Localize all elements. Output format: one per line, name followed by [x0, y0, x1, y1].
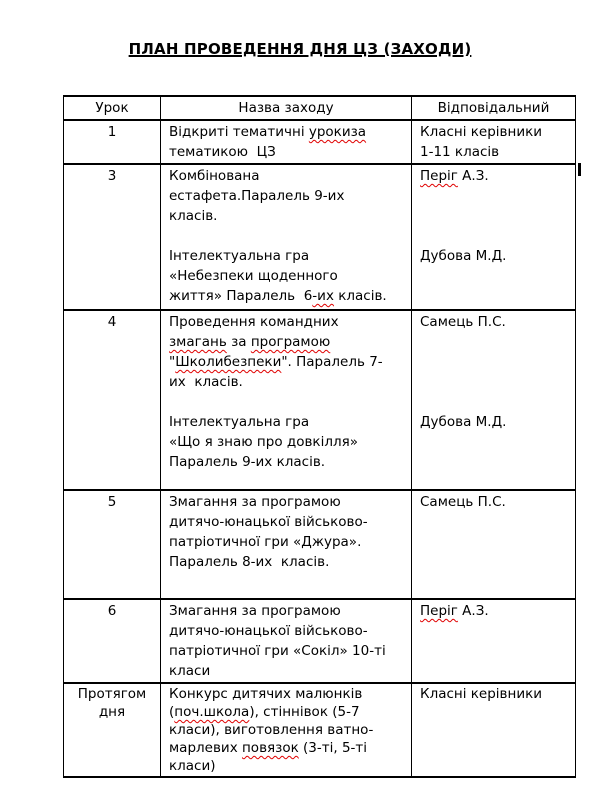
text-line	[169, 432, 405, 452]
text-line	[169, 739, 405, 757]
text-line: Протягом	[77, 686, 147, 702]
misspelled-word: Періг	[420, 603, 458, 619]
event-cell[interactable]	[161, 164, 412, 310]
text-line	[169, 312, 405, 332]
text-line	[169, 452, 405, 472]
header-responsible[interactable]: Відповідальний	[412, 96, 576, 120]
text-run: их класів.	[169, 374, 243, 390]
lesson-cell[interactable]	[64, 683, 161, 777]
misspelled-word: урокиза	[308, 124, 367, 140]
event-cell[interactable]	[161, 120, 412, 164]
text-line	[169, 372, 405, 392]
text-run: «Небезпеки щоденного	[169, 268, 338, 284]
misspelled-word: повязок	[241, 740, 299, 756]
text-line	[169, 266, 405, 286]
responsible-cell[interactable]	[412, 490, 576, 599]
table-header-row	[64, 96, 576, 120]
text-line	[420, 166, 569, 186]
text-run: ". Паралель 7-	[281, 354, 383, 370]
text-line	[169, 186, 405, 206]
text-line	[169, 166, 405, 186]
text-line: дня	[98, 704, 126, 720]
text-run: Змагання за програмою	[169, 494, 341, 510]
text-line	[420, 412, 569, 432]
text-run: марлевих	[169, 740, 242, 756]
text-run: дитячо-юнацької військово-	[169, 514, 368, 530]
text-line	[169, 661, 405, 681]
misspelled-word: програмою	[250, 334, 331, 350]
event-cell[interactable]	[161, 490, 412, 599]
text-line	[420, 685, 569, 703]
text-run: Паралель 8-их класів.	[169, 554, 330, 570]
text-run: Паралель 9-их класів.	[169, 454, 326, 470]
table-row	[64, 164, 576, 310]
table-row	[64, 120, 576, 164]
text-line	[169, 206, 405, 226]
text-run: ), стіннівок (5-7	[249, 704, 360, 720]
text-run: А.З.	[457, 603, 489, 619]
text-run: Змагання за програмою	[169, 603, 341, 619]
text-line: 3	[107, 168, 117, 184]
text-line	[169, 621, 405, 641]
text-line	[169, 601, 405, 621]
text-run: класи), виготовлення ватно-	[169, 722, 374, 738]
table-row	[64, 599, 576, 683]
text-run: Самець П.С.	[420, 494, 506, 510]
text-run: Дубова М.Д.	[420, 414, 507, 430]
text-line	[169, 757, 405, 775]
lesson-cell[interactable]	[64, 599, 161, 683]
text-line	[169, 352, 405, 372]
text-line	[169, 532, 405, 552]
text-line	[169, 492, 405, 512]
responsible-cell[interactable]	[412, 120, 576, 164]
text-run: за	[226, 334, 251, 350]
text-run: Самець П.С.	[420, 314, 506, 330]
text-line	[169, 641, 405, 661]
text-line	[169, 392, 405, 412]
text-run: Інтелектуальна гра	[169, 414, 310, 430]
event-cell[interactable]	[161, 310, 412, 490]
text-run: Класні керівники	[420, 124, 543, 140]
plan-table-body	[64, 120, 576, 777]
text-run: Дубова М.Д.	[420, 248, 507, 264]
lesson-cell[interactable]	[64, 490, 161, 599]
text-line	[169, 286, 405, 306]
text-line	[169, 685, 405, 703]
text-run: Інтелектуальна гра	[169, 248, 310, 264]
header-event[interactable]: Назва заходу	[161, 96, 412, 120]
text-run: Конкурс дитячих малюнків	[169, 686, 363, 702]
text-line	[420, 186, 569, 206]
page-title[interactable]: ПЛАН ПРОВЕДЕННЯ ДНЯ ЦЗ (ЗАХОДИ)	[128, 40, 472, 58]
text-run: 1-11 класів	[420, 144, 500, 160]
event-cell[interactable]	[161, 599, 412, 683]
text-run: Відкриті тематичні	[169, 124, 309, 140]
text-line	[420, 372, 569, 392]
text-run: класів.	[333, 288, 387, 304]
text-line: 5	[107, 494, 117, 510]
header-lesson[interactable]: Урок	[64, 96, 161, 120]
text-line	[169, 226, 405, 246]
text-run: «Що я знаю про довкілля»	[169, 434, 358, 450]
text-line	[420, 226, 569, 246]
text-run: тематикою ЦЗ	[169, 144, 276, 160]
text-run: патріотичної гри «Джура».	[169, 534, 362, 550]
text-line	[420, 246, 569, 266]
misspelled-word: змагань	[169, 334, 227, 350]
text-line	[420, 142, 569, 162]
text-line	[420, 206, 569, 226]
text-line	[420, 601, 569, 621]
text-run: класів.	[169, 208, 218, 224]
plan-table	[63, 95, 576, 778]
lesson-cell[interactable]	[64, 310, 161, 490]
text-run: "	[169, 354, 176, 370]
text-line	[420, 332, 569, 352]
lesson-cell[interactable]	[64, 120, 161, 164]
text-run: патріотичної гри «Сокіл» 10-ті	[169, 643, 386, 659]
misspelled-word: Періг	[420, 168, 458, 184]
text-run: Класні керівники	[420, 686, 543, 702]
text-line: 6	[107, 603, 117, 619]
text-run: класи	[169, 663, 211, 679]
responsible-cell[interactable]	[412, 310, 576, 490]
text-run: життя» Паралель 6	[169, 288, 313, 304]
text-line	[169, 122, 405, 142]
responsible-cell[interactable]	[412, 599, 576, 683]
event-cell[interactable]	[161, 683, 412, 777]
text-run: дитячо-юнацької військово-	[169, 623, 368, 639]
table-row	[64, 310, 576, 490]
text-line	[420, 392, 569, 412]
text-line	[420, 122, 569, 142]
text-line	[420, 352, 569, 372]
misspelled-word: Школибезпеки	[175, 354, 282, 370]
text-line: 1	[107, 124, 117, 140]
table-row	[64, 683, 576, 777]
text-line	[169, 721, 405, 739]
text-line	[420, 492, 569, 512]
text-line: 4	[107, 314, 117, 330]
text-run: (	[169, 704, 175, 720]
text-run: (3-ті, 5-ті	[298, 740, 368, 756]
text-line	[169, 552, 405, 572]
lesson-cell[interactable]	[64, 164, 161, 310]
text-run: А.З.	[457, 168, 489, 184]
text-run: Проведення командних	[169, 314, 339, 330]
text-line	[169, 412, 405, 432]
text-cursor	[578, 163, 581, 176]
text-run: класи)	[169, 758, 216, 774]
text-run: Комбінована	[169, 168, 260, 184]
misspelled-word: поч.школа	[174, 704, 250, 720]
text-line	[420, 312, 569, 332]
text-line	[169, 703, 405, 721]
text-line	[169, 142, 405, 162]
table-row	[64, 490, 576, 599]
responsible-cell[interactable]	[412, 683, 576, 777]
text-run: естафета.Паралель 9-их	[169, 188, 345, 204]
text-line	[169, 246, 405, 266]
responsible-cell[interactable]	[412, 164, 576, 310]
text-line	[169, 332, 405, 352]
text-line	[169, 512, 405, 532]
misspelled-word: -их	[312, 288, 334, 304]
